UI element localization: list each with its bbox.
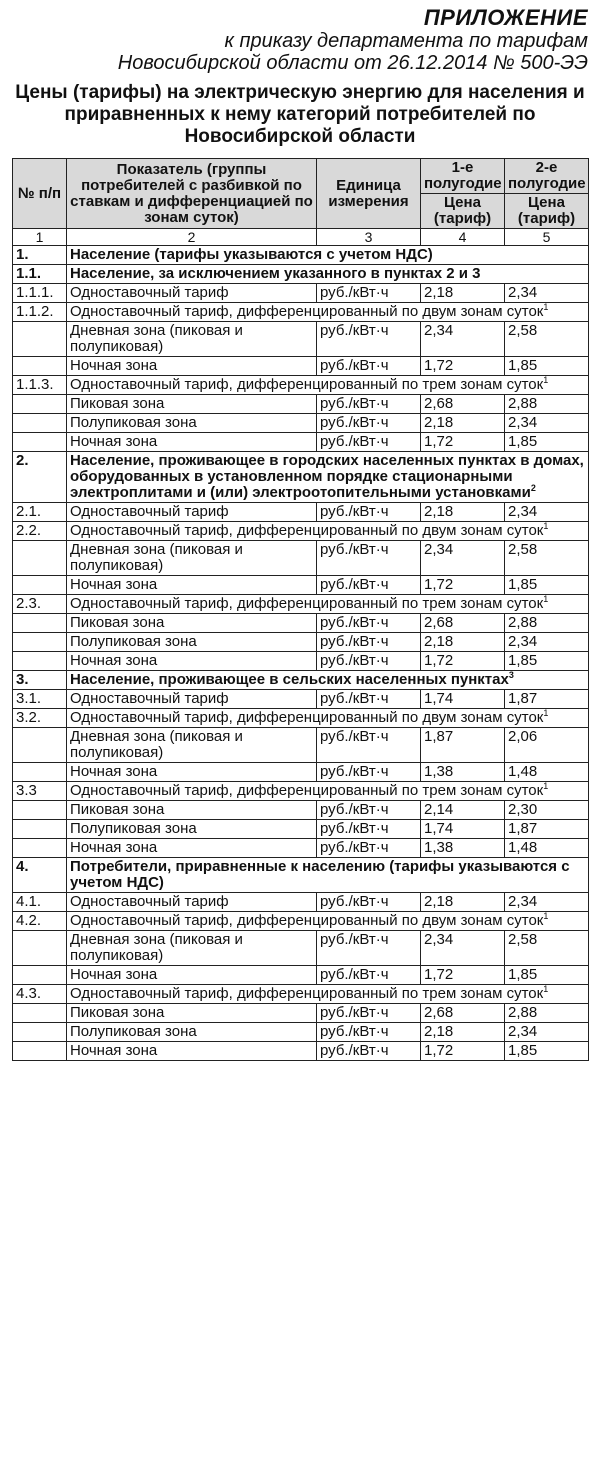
table-row xyxy=(13,284,589,303)
row-indicator xyxy=(67,858,589,893)
row-indicator: Одноставочный тариф xyxy=(67,284,317,303)
row-unit: руб./кВт·ч xyxy=(317,763,421,782)
row-indicator xyxy=(67,303,589,322)
row-number xyxy=(13,931,67,966)
row-indicator xyxy=(67,246,589,265)
row-value-half2: 1,48 xyxy=(505,839,589,858)
row-value-half1: 2,18 xyxy=(421,633,505,652)
col-header-indicator: Показатель (группы потребителей с разбивкой по ставкам и дифференциацией по зонам суток) xyxy=(67,159,317,229)
col-number-3: 3 xyxy=(317,229,421,246)
row-indicator-text: Одноставочный тариф, дифференцированный по двум зонам суток xyxy=(70,709,544,726)
row-unit: руб./кВт·ч xyxy=(317,652,421,671)
row-indicator: Одноставочный тариф xyxy=(67,503,317,522)
row-unit: руб./кВт·ч xyxy=(317,284,421,303)
row-unit: руб./кВт·ч xyxy=(317,839,421,858)
col-number-1: 1 xyxy=(13,229,67,246)
row-value-half2: 2,34 xyxy=(505,503,589,522)
row-indicator-text: Одноставочный тариф, дифференцированный по трем зонам суток xyxy=(70,595,544,612)
row-indicator xyxy=(67,452,589,503)
group-row xyxy=(13,522,589,541)
row-number xyxy=(13,614,67,633)
row-indicator xyxy=(67,376,589,395)
row-indicator xyxy=(67,595,589,614)
group-row xyxy=(13,709,589,728)
table-row xyxy=(13,322,589,357)
group-row xyxy=(13,595,589,614)
row-value-half2: 2,58 xyxy=(505,322,589,357)
row-indicator-text: Одноставочный тариф, дифференцированный по трем зонам суток xyxy=(70,376,544,393)
row-indicator: Ночная зона xyxy=(67,652,317,671)
col-header-num: № п/п xyxy=(13,159,67,229)
row-value-half1: 2,18 xyxy=(421,414,505,433)
row-value-half2: 1,85 xyxy=(505,576,589,595)
row-indicator: Ночная зона xyxy=(67,357,317,376)
row-value-half1: 2,18 xyxy=(421,893,505,912)
row-indicator: Пиковая зона xyxy=(67,395,317,414)
row-number xyxy=(13,839,67,858)
row-number: 4.1. xyxy=(13,893,67,912)
footnote-marker: 1 xyxy=(543,375,549,385)
row-indicator xyxy=(67,782,589,801)
row-value-half2: 2,58 xyxy=(505,931,589,966)
appendix-header xyxy=(0,6,600,74)
row-indicator-text: Потребители, приравненные к населению (тарифы указываются с учетом НДС) xyxy=(70,858,570,891)
document-title: Цены (тарифы) на электрическую энергию для населения и приравненных к нему категорий потребителей по Новосибирской области xyxy=(15,82,585,147)
row-value-half1: 1,87 xyxy=(421,728,505,763)
row-value-half1: 1,74 xyxy=(421,690,505,709)
table-row xyxy=(13,1023,589,1042)
row-number xyxy=(13,820,67,839)
row-value-half2: 1,85 xyxy=(505,966,589,985)
row-number: 3.2. xyxy=(13,709,67,728)
row-value-half2: 1,85 xyxy=(505,1042,589,1061)
table-row xyxy=(13,576,589,595)
row-indicator xyxy=(67,671,589,690)
section-row xyxy=(13,452,589,503)
row-number: 1. xyxy=(13,246,67,265)
row-unit: руб./кВт·ч xyxy=(317,893,421,912)
order-reference-line1: к приказу департамента по тарифам xyxy=(224,30,588,52)
col-header-half2: 2-е полугодие xyxy=(505,159,589,194)
row-value-half2: 1,87 xyxy=(505,820,589,839)
row-indicator: Пиковая зона xyxy=(67,1004,317,1023)
row-unit: руб./кВт·ч xyxy=(317,576,421,595)
row-indicator: Ночная зона xyxy=(67,576,317,595)
table-row xyxy=(13,690,589,709)
row-indicator: Одноставочный тариф xyxy=(67,690,317,709)
row-indicator-text: Одноставочный тариф, дифференцированный по двум зонам суток xyxy=(70,912,544,929)
section-row xyxy=(13,246,589,265)
row-value-half1: 1,72 xyxy=(421,1042,505,1061)
row-value-half2: 2,88 xyxy=(505,1004,589,1023)
row-value-half1: 1,74 xyxy=(421,820,505,839)
row-number xyxy=(13,763,67,782)
row-unit: руб./кВт·ч xyxy=(317,633,421,652)
row-unit: руб./кВт·ч xyxy=(317,820,421,839)
row-unit: руб./кВт·ч xyxy=(317,966,421,985)
row-value-half1: 1,38 xyxy=(421,763,505,782)
row-number: 3.1. xyxy=(13,690,67,709)
row-unit: руб./кВт·ч xyxy=(317,728,421,763)
col-number-5: 5 xyxy=(505,229,589,246)
footnote-marker: 1 xyxy=(543,708,549,718)
table-row xyxy=(13,763,589,782)
row-value-half1: 2,68 xyxy=(421,395,505,414)
row-indicator xyxy=(67,709,589,728)
row-number: 2. xyxy=(13,452,67,503)
row-number xyxy=(13,395,67,414)
row-value-half1: 2,34 xyxy=(421,931,505,966)
row-value-half1: 2,68 xyxy=(421,614,505,633)
row-indicator: Ночная зона xyxy=(67,433,317,452)
row-unit: руб./кВт·ч xyxy=(317,541,421,576)
row-indicator-text: Одноставочный тариф, дифференцированный по двум зонам суток xyxy=(70,303,544,320)
row-number: 3.3 xyxy=(13,782,67,801)
row-unit: руб./кВт·ч xyxy=(317,395,421,414)
section-row xyxy=(13,858,589,893)
col-header-unit: Единица измерения xyxy=(317,159,421,229)
row-number xyxy=(13,433,67,452)
row-value-half2: 2,88 xyxy=(505,395,589,414)
column-number-row xyxy=(13,229,589,246)
row-value-half2: 2,58 xyxy=(505,541,589,576)
row-unit: руб./кВт·ч xyxy=(317,690,421,709)
row-value-half2: 2,34 xyxy=(505,284,589,303)
row-value-half1: 1,72 xyxy=(421,966,505,985)
row-value-half1: 2,18 xyxy=(421,1023,505,1042)
table-row xyxy=(13,395,589,414)
row-number: 1.1.3. xyxy=(13,376,67,395)
row-number: 4. xyxy=(13,858,67,893)
row-indicator: Дневная зона (пиковая и полупиковая) xyxy=(67,728,317,763)
row-indicator: Пиковая зона xyxy=(67,801,317,820)
row-number xyxy=(13,1023,67,1042)
row-number xyxy=(13,414,67,433)
footnote-marker: 1 xyxy=(543,521,549,531)
row-number xyxy=(13,633,67,652)
row-number xyxy=(13,322,67,357)
row-unit: руб./кВт·ч xyxy=(317,1023,421,1042)
row-indicator: Дневная зона (пиковая и полупиковая) xyxy=(67,322,317,357)
row-value-half2: 2,34 xyxy=(505,893,589,912)
table-row xyxy=(13,931,589,966)
row-indicator-text: Население, проживающее в сельских населенных пунктах xyxy=(70,671,509,688)
footnote-marker: 1 xyxy=(543,781,549,791)
row-number xyxy=(13,357,67,376)
row-value-half1: 2,18 xyxy=(421,503,505,522)
row-value-half1: 1,38 xyxy=(421,839,505,858)
footnote-marker: 1 xyxy=(543,984,549,994)
row-number: 4.3. xyxy=(13,985,67,1004)
row-value-half1: 1,72 xyxy=(421,576,505,595)
row-value-half2: 1,85 xyxy=(505,433,589,452)
appendix-label: ПРИЛОЖЕНИЕ xyxy=(423,5,588,30)
row-indicator: Ночная зона xyxy=(67,1042,317,1061)
row-indicator: Полупиковая зона xyxy=(67,414,317,433)
footnote-marker: 1 xyxy=(543,911,549,921)
row-value-half2: 2,06 xyxy=(505,728,589,763)
table-row xyxy=(13,728,589,763)
row-value-half1: 2,34 xyxy=(421,322,505,357)
row-value-half2: 1,85 xyxy=(505,357,589,376)
order-reference-line2: Новосибирской области от 26.12.2014 № 500-ЭЭ xyxy=(117,52,588,74)
group-row xyxy=(13,782,589,801)
row-indicator-text: Население, проживающее в городских населенных пунктах в домах, оборудованных в установленном порядке стационарными электроплитами и (или) электроотопительными установками xyxy=(70,452,584,501)
row-value-half2: 1,85 xyxy=(505,652,589,671)
row-value-half2: 1,87 xyxy=(505,690,589,709)
row-number: 2.3. xyxy=(13,595,67,614)
row-unit: руб./кВт·ч xyxy=(317,614,421,633)
row-number xyxy=(13,576,67,595)
col-header-price1: Цена (тариф) xyxy=(421,194,505,229)
row-indicator xyxy=(67,522,589,541)
table-row xyxy=(13,1042,589,1061)
table-row xyxy=(13,966,589,985)
row-unit: руб./кВт·ч xyxy=(317,1042,421,1061)
row-value-half2: 2,34 xyxy=(505,633,589,652)
table-row xyxy=(13,839,589,858)
section-row xyxy=(13,671,589,690)
row-number: 2.1. xyxy=(13,503,67,522)
row-value-half1: 1,72 xyxy=(421,433,505,452)
table-row xyxy=(13,414,589,433)
row-unit: руб./кВт·ч xyxy=(317,931,421,966)
row-number xyxy=(13,1042,67,1061)
row-indicator: Полупиковая зона xyxy=(67,820,317,839)
table-row xyxy=(13,433,589,452)
row-indicator: Ночная зона xyxy=(67,839,317,858)
row-number: 1.1. xyxy=(13,265,67,284)
table-row xyxy=(13,541,589,576)
row-number xyxy=(13,1004,67,1023)
row-indicator: Полупиковая зона xyxy=(67,633,317,652)
row-indicator: Пиковая зона xyxy=(67,614,317,633)
table-row xyxy=(13,503,589,522)
document xyxy=(0,6,600,1061)
row-value-half1: 2,18 xyxy=(421,284,505,303)
table-row xyxy=(13,652,589,671)
row-indicator-text: Одноставочный тариф, дифференцированный по двум зонам суток xyxy=(70,522,544,539)
row-value-half1: 2,68 xyxy=(421,1004,505,1023)
row-number xyxy=(13,966,67,985)
row-unit: руб./кВт·ч xyxy=(317,1004,421,1023)
tariff-table xyxy=(12,158,589,1061)
row-number xyxy=(13,652,67,671)
row-number: 1.1.1. xyxy=(13,284,67,303)
section-row xyxy=(13,265,589,284)
table-header-row xyxy=(13,159,589,194)
row-indicator-text: Население, за исключением указанного в пунктах 2 и 3 xyxy=(70,265,481,282)
row-value-half2: 2,34 xyxy=(505,1023,589,1042)
row-value-half2: 2,30 xyxy=(505,801,589,820)
table-row xyxy=(13,820,589,839)
row-indicator: Полупиковая зона xyxy=(67,1023,317,1042)
row-indicator: Ночная зона xyxy=(67,966,317,985)
row-indicator-text: Одноставочный тариф, дифференцированный по трем зонам суток xyxy=(70,985,544,1002)
row-indicator: Ночная зона xyxy=(67,763,317,782)
row-value-half1: 2,34 xyxy=(421,541,505,576)
col-number-4: 4 xyxy=(421,229,505,246)
row-number xyxy=(13,541,67,576)
group-row xyxy=(13,985,589,1004)
row-indicator: Дневная зона (пиковая и полупиковая) xyxy=(67,931,317,966)
row-unit: руб./кВт·ч xyxy=(317,322,421,357)
row-value-half2: 2,88 xyxy=(505,614,589,633)
row-unit: руб./кВт·ч xyxy=(317,414,421,433)
table-row xyxy=(13,357,589,376)
row-indicator-text: Население (тарифы указываются с учетом НДС) xyxy=(70,246,433,263)
row-value-half2: 2,34 xyxy=(505,414,589,433)
col-header-half1: 1-е полугодие xyxy=(421,159,505,194)
footnote-marker: 3 xyxy=(508,670,514,680)
group-row xyxy=(13,303,589,322)
table-row xyxy=(13,801,589,820)
group-row xyxy=(13,376,589,395)
footnote-marker: 2 xyxy=(530,483,536,493)
footnote-marker: 1 xyxy=(543,594,549,604)
col-header-price2: Цена (тариф) xyxy=(505,194,589,229)
row-value-half1: 2,14 xyxy=(421,801,505,820)
table-body xyxy=(13,246,589,1061)
row-number xyxy=(13,728,67,763)
row-indicator xyxy=(67,912,589,931)
row-indicator: Одноставочный тариф xyxy=(67,893,317,912)
row-indicator xyxy=(67,985,589,1004)
row-value-half2: 1,48 xyxy=(505,763,589,782)
row-number: 1.1.2. xyxy=(13,303,67,322)
row-value-half1: 1,72 xyxy=(421,357,505,376)
row-number: 3. xyxy=(13,671,67,690)
footnote-marker: 1 xyxy=(543,302,549,312)
row-indicator-text: Одноставочный тариф, дифференцированный по трем зонам суток xyxy=(70,782,544,799)
row-unit: руб./кВт·ч xyxy=(317,357,421,376)
row-indicator: Дневная зона (пиковая и полупиковая) xyxy=(67,541,317,576)
table-row xyxy=(13,893,589,912)
table-row xyxy=(13,1004,589,1023)
row-number xyxy=(13,801,67,820)
col-number-2: 2 xyxy=(67,229,317,246)
row-indicator xyxy=(67,265,589,284)
table-row xyxy=(13,633,589,652)
row-unit: руб./кВт·ч xyxy=(317,801,421,820)
row-value-half1: 1,72 xyxy=(421,652,505,671)
row-unit: руб./кВт·ч xyxy=(317,503,421,522)
row-number: 2.2. xyxy=(13,522,67,541)
row-number: 4.2. xyxy=(13,912,67,931)
table-row xyxy=(13,614,589,633)
group-row xyxy=(13,912,589,931)
row-unit: руб./кВт·ч xyxy=(317,433,421,452)
